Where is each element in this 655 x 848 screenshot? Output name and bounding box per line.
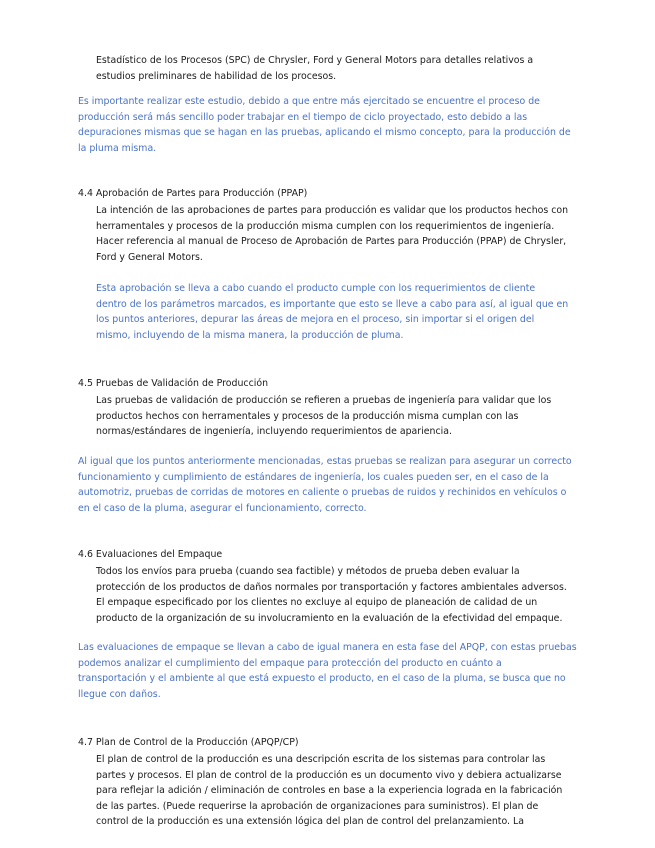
intro-paragraph	[96, 53, 533, 84]
text-line: Las evaluaciones de empaque se llevan a cabo de igual manera en esta fase del APQP, con estas pruebas	[78, 642, 577, 653]
text-line: El empaque especificado por los clientes no excluye al equipo de planeación de calidad de un	[96, 597, 538, 608]
text-line: Hacer referencia al manual de Proceso de Aprobación de Partes para Producción (PPAP) de Chrysler,	[96, 236, 567, 247]
section-heading: 4.4 Aprobación de Partes para Producción (PPAP)	[78, 188, 308, 199]
text-line: producto de la organización de su involucramiento en la evaluación de la efectividad del empaque.	[96, 612, 563, 624]
text-line: la pluma misma.	[78, 142, 157, 154]
text-line: El plan de control de la producción es una descripción escrita de los sistemas para controlar las	[96, 754, 546, 765]
section-heading: 4.7 Plan de Control de la Producción (APQP/CP)	[78, 737, 299, 748]
text-line: para reflejar la adición / eliminación de controles en base a la experiencia lograda en la fabricación	[96, 785, 563, 796]
text-line: automotriz, pruebas de corridas de motores en caliente o pruebas de ruidos y rechinidos en vehículos o	[78, 487, 567, 498]
intro-note	[78, 94, 571, 156]
text-line: Es importante realizar este estudio, debido a que entre más ejercitado se encuentre el proceso de	[78, 96, 540, 107]
text-line: Todos los envíos para prueba (cuando sea factible) y métodos de prueba deben evaluar la	[96, 566, 520, 577]
text-line: productos hechos con herramentales y procesos de la producción misma cumplan con las	[96, 410, 519, 422]
text-line: de las partes. (Puede requerirse la aprobación de organizaciones para suministros). El plan de	[96, 800, 539, 812]
text-line: llegue con daños.	[78, 688, 161, 700]
text-line: estudios preliminares de habilidad de los procesos.	[96, 70, 337, 82]
section-body	[96, 752, 562, 830]
section-note	[96, 281, 568, 343]
section-note	[78, 640, 577, 702]
text-line: normas/estándares de ingeniería, incluyendo requerimientos de apariencia.	[96, 426, 452, 437]
text-line: funcionamiento y cumplimiento de estándares de ingeniería, los cuales pueden ser, en el caso de la	[78, 471, 549, 483]
text-line: en el caso de la pluma, asegurar el funcionamiento, correcto.	[78, 502, 367, 514]
section-body	[96, 203, 568, 265]
section-heading: 4.6 Evaluaciones del Empaque	[78, 549, 223, 560]
text-line: La intención de las aprobaciones de partes para producción es validar que los productos hechos con	[96, 205, 569, 216]
text-line: Esta aprobación se lleva a cabo cuando el producto cumple con los requerimientos de cliente	[96, 283, 536, 294]
text-line: Ford y General Motors.	[96, 251, 203, 263]
section-heading: 4.5 Pruebas de Validación de Producción	[78, 378, 269, 389]
text-line: producción será más sencillo poder trabajar en el tiempo de ciclo proyectado, esto debido a las	[78, 111, 528, 123]
section-note	[78, 454, 572, 516]
text-line: control de la producción es una extensión lógica del plan de control del prelanzamiento. La	[96, 816, 524, 827]
text-line: transportación y el ambiente al que está expuesto el producto, en el caso de la pluma, se busca que no	[78, 673, 566, 684]
text-line: mismo, incluyendo de la misma manera, la producción de pluma.	[96, 329, 404, 341]
text-line: Las pruebas de validación de producción se refieren a pruebas de ingeniería para validar que los	[96, 395, 552, 406]
section-body	[96, 393, 551, 440]
text-line: dentro de los parámetros marcados, es importante que esto se lleve a cabo para así, al igual que en	[96, 298, 569, 310]
text-line: los puntos anteriores, depurar las áreas de mejora en el proceso, sin importar si el origen del	[96, 314, 535, 325]
text-line: herramentales y procesos de la producción misma cumplen con los requerimientos de ingeniería.	[96, 220, 555, 232]
text-line: Al igual que los puntos anteriormente mencionadas, estas pruebas se realizan para asegurar un correcto	[78, 456, 572, 467]
text-line: Estadístico de los Procesos (SPC) de Chrysler, Ford y General Motors para detalles relativos a	[96, 55, 534, 66]
text-line: podemos analizar el cumplimiento del empaque para protección del producto en cuánto a	[78, 657, 502, 669]
text-line: protección de los productos de daños normales por transportación y factores ambientales adversos.	[96, 581, 567, 593]
text-line: depuraciones mismas que se hagan en las pruebas, aplicando el mismo concepto, para la producción de	[78, 127, 571, 138]
section-body	[96, 564, 567, 626]
text-line: partes y procesos. El plan de control de la producción es un documento vivo y debiera actualizarse	[96, 769, 562, 781]
